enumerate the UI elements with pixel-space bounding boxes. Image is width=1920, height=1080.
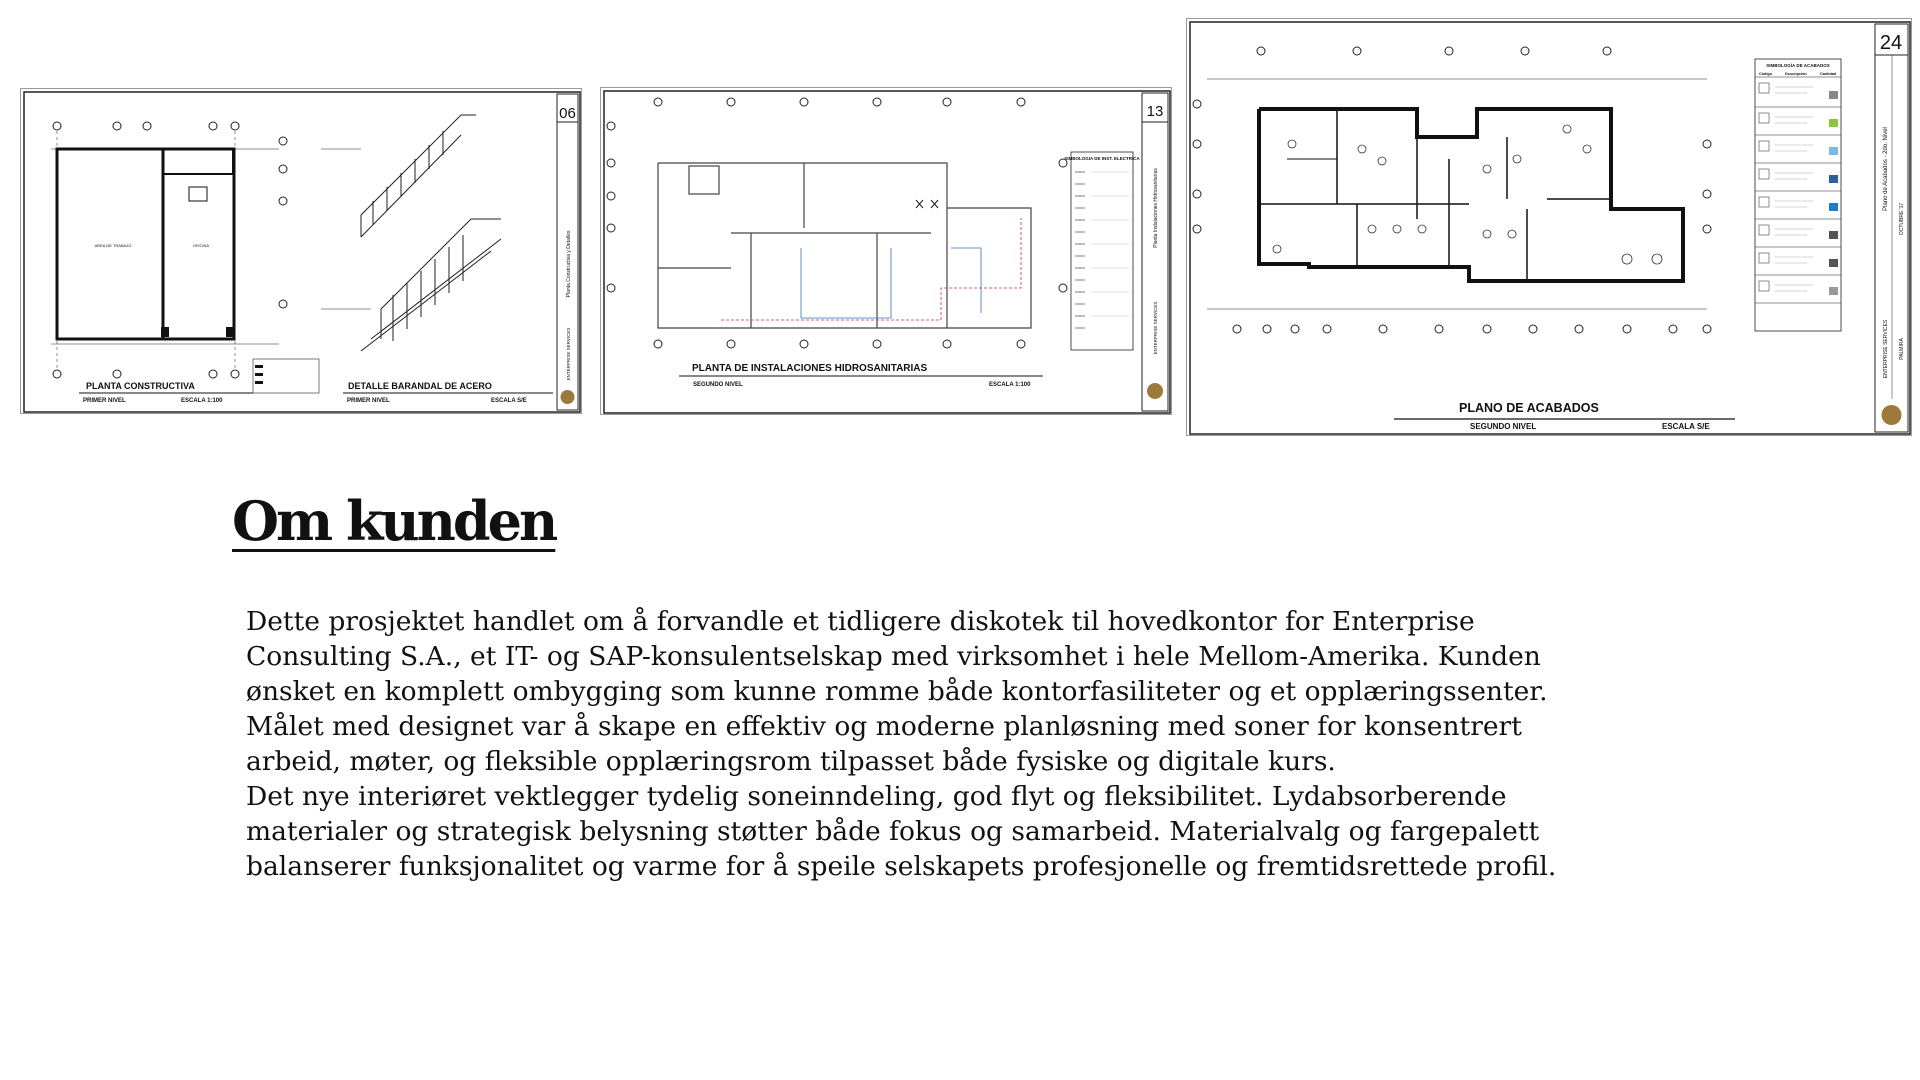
sheet1-block-title: Planta Constructiva y Detalles bbox=[566, 230, 572, 298]
sheet3-number: 24 bbox=[1879, 32, 1903, 54]
svg-text:OFICINA: OFICINA bbox=[192, 243, 210, 248]
legend-header-quantity: Cantidad bbox=[1820, 72, 1837, 76]
seal-icon bbox=[1147, 383, 1163, 399]
legend-header-code: Código bbox=[1759, 72, 1773, 76]
drawing-sheet-planta-constructiva[interactable] bbox=[20, 88, 582, 414]
svg-text:AREA DE TRABAJO: AREA DE TRABAJO bbox=[94, 243, 132, 248]
sheet3-level: SEGUNDO NIVEL bbox=[1470, 422, 1537, 431]
swatch-blue bbox=[1829, 203, 1838, 211]
sheet1-scale-1: ESCALA 1:100 bbox=[181, 398, 223, 404]
sheet2-number: 13 bbox=[1146, 103, 1164, 120]
sheet3-legend-title: SIMBOLOGÍA DE ACABADOS bbox=[1766, 63, 1830, 68]
paragraph-2: Målet med designet var å skape en effektiv og moderne planløsning med soner for konsentrert arbeid, møter, og fleksible opplæringsrom tilpasset både fysiske og digitale kurs. bbox=[246, 711, 1522, 777]
sheet3-scale: ESCALA S/E bbox=[1662, 422, 1710, 431]
sheet1-scale-2: ESCALA S/E bbox=[491, 398, 527, 404]
sheet2-level: SEGUNDO NIVEL bbox=[693, 382, 743, 388]
sheet2-title: PLANTA DE INSTALACIONES HIDROSANITARIAS bbox=[692, 363, 928, 374]
client-description bbox=[246, 604, 1586, 884]
drawing-sheet-hidrosanitarias[interactable] bbox=[600, 87, 1172, 415]
sheet3-block-title: Plano de Acabados - 2do. Nivel bbox=[1883, 127, 1889, 211]
sheet3-block-client: ENTERPRISE SERVICES bbox=[1883, 319, 1889, 379]
sheet1-number: 06 bbox=[559, 105, 576, 122]
sheet2-block-title: Planta Instalaciones Hidrosanitarias bbox=[1153, 168, 1159, 248]
swatch-lightblue bbox=[1829, 147, 1838, 155]
sheet1-level-2: PRIMER NIVEL bbox=[347, 398, 390, 404]
seal-icon bbox=[561, 390, 575, 404]
swatch-green bbox=[1829, 119, 1838, 127]
paragraph-1: Dette prosjektet handlet om å forvandle et tidligere diskotek til hovedkontor for Enterprise Consulting S.A., et IT- og SAP-konsulentselskap med virksomhet i hele Mellom-Amerika. Kunden ønsket en komplett ombygging som kunne romme både kontorfasiliteter og et opplæringssenter. bbox=[246, 606, 1548, 707]
sheet3-block-date: OCTUBRE '17 bbox=[1899, 202, 1905, 236]
sheet1-block-client: ENTERPRISE SERVICES bbox=[566, 327, 571, 381]
sheet3-block-location: PALMIRA bbox=[1899, 338, 1905, 360]
sheet1-level-1: PRIMER NIVEL bbox=[83, 398, 126, 404]
seal-icon bbox=[1882, 405, 1902, 425]
finishes-legend bbox=[1755, 59, 1841, 331]
sheet2-legend-title: SIMBOLOGIA DE INST. ELECTRICA bbox=[1064, 156, 1140, 161]
sheet2-scale: ESCALA 1:100 bbox=[989, 382, 1031, 388]
sheet1-title-2: DETALLE BARANDAL DE ACERO bbox=[348, 381, 492, 391]
paragraph-3: Det nye interiøret vektlegger tydelig soneinndeling, god flyt og fleksibilitet. Lydabsorberende materialer og strategisk belysning støtter både fokus og samarbeid. Materialvalg og fargepalett balanserer funksjonalitet og varme for å speile selskapets profesjonelle og fremtidsrettede profil. bbox=[246, 781, 1557, 882]
section-heading: Om kunden bbox=[232, 489, 556, 553]
sheet1-title-1: PLANTA CONSTRUCTIVA bbox=[86, 381, 195, 391]
sheet2-block-client: ENTERPRISE SERVICES bbox=[1153, 301, 1158, 355]
legend-header-description: Descripción bbox=[1785, 72, 1807, 76]
sheet3-title: PLANO DE ACABADOS bbox=[1459, 401, 1599, 415]
drawing-sheet-plano-de-acabados[interactable] bbox=[1186, 18, 1912, 436]
